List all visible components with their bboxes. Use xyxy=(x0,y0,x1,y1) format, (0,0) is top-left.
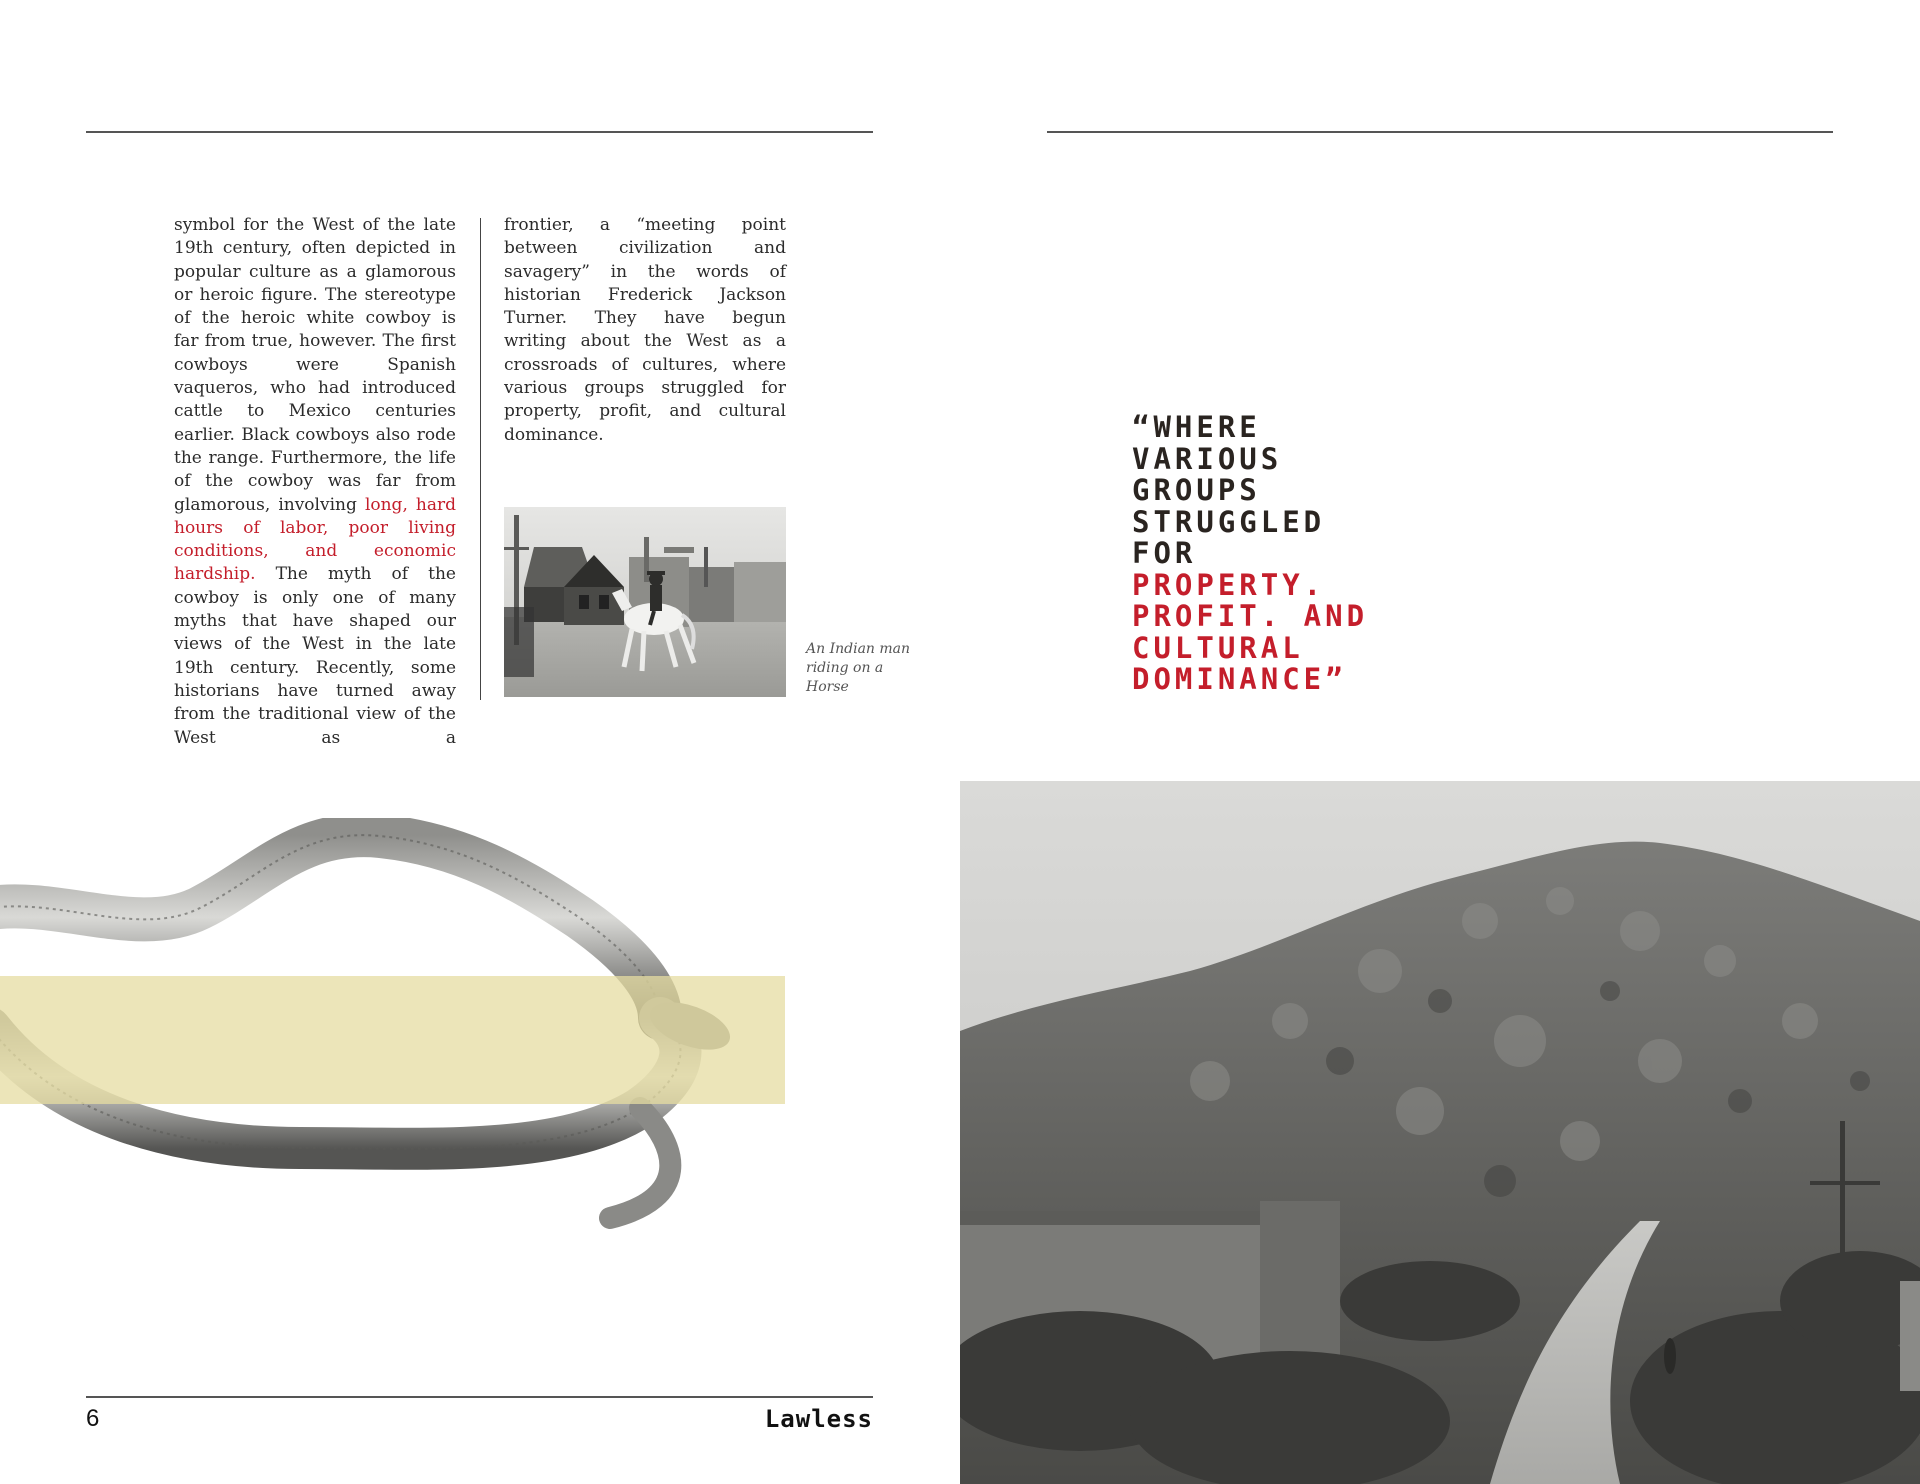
page-number: 6 xyxy=(86,1405,100,1432)
snake-illustration xyxy=(0,818,800,1278)
body-text-column-left xyxy=(174,214,456,750)
pull-quote-line: VARIOUS xyxy=(1132,441,1283,476)
horse-rider-photo xyxy=(504,507,786,697)
pull-quote-line: GROUPS xyxy=(1132,473,1261,507)
pull-quote-line: STRUGGLED xyxy=(1132,504,1326,539)
photo-caption: An Indian man riding on a Horse xyxy=(806,641,911,695)
body-text-column-right xyxy=(504,214,786,447)
pull-quote-line-highlight: CULTURAL xyxy=(1132,630,1304,665)
pull-quote-line: FOR xyxy=(1132,536,1197,570)
footer-rule-left xyxy=(86,1396,873,1398)
pull-quote-line: “WHERE xyxy=(1132,410,1261,444)
pull-quote xyxy=(1132,412,1452,696)
pull-quote-line-highlight: PROPERTY. xyxy=(1132,567,1326,602)
magazine-title: Lawless xyxy=(764,1405,873,1433)
horse-rider-illustration xyxy=(504,507,786,697)
header-rule-left xyxy=(86,131,873,133)
body-paragraph-right: frontier, a “meeting point between civilization and savagery” in the words of historian Frederick Jackson Turner. They have begun writing about the West as a crossroads of cultures, where various groups struggled for property, profit, and cultural dominance. xyxy=(504,215,786,445)
pull-quote-line-highlight: PROFIT. AND xyxy=(1132,599,1369,633)
pull-quote-line-highlight: DOMINANCE” xyxy=(1132,662,1347,696)
column-divider xyxy=(480,218,481,700)
desert-hill-photo xyxy=(960,781,1920,1484)
yellow-band xyxy=(0,976,785,1104)
highlighted-text: long, hard hours of labor, poor living conditions, and economic hardship. xyxy=(174,494,457,585)
body-paragraph-left: symbol for the West of the late 19th century, often depicted in popular culture as a glamorous or heroic figure. The stereotype of the heroic white cowboy is far from true, however. The first cowboys were Spanish vaqueros, who had introduced cattle to Mexico centuries earlier. Black cowboys also rode the range. Furthermore, the life of the cowboy was far from glamorous, involving long, hard hours of labor, poor living conditions, and economic hardship. The myth of the cowboy is only one of many myths that have shaped our views of the West in the late 19th century. Recently, some historians have turned away from the traditional view of the West as a xyxy=(174,215,457,748)
header-rule-right xyxy=(1047,131,1833,133)
